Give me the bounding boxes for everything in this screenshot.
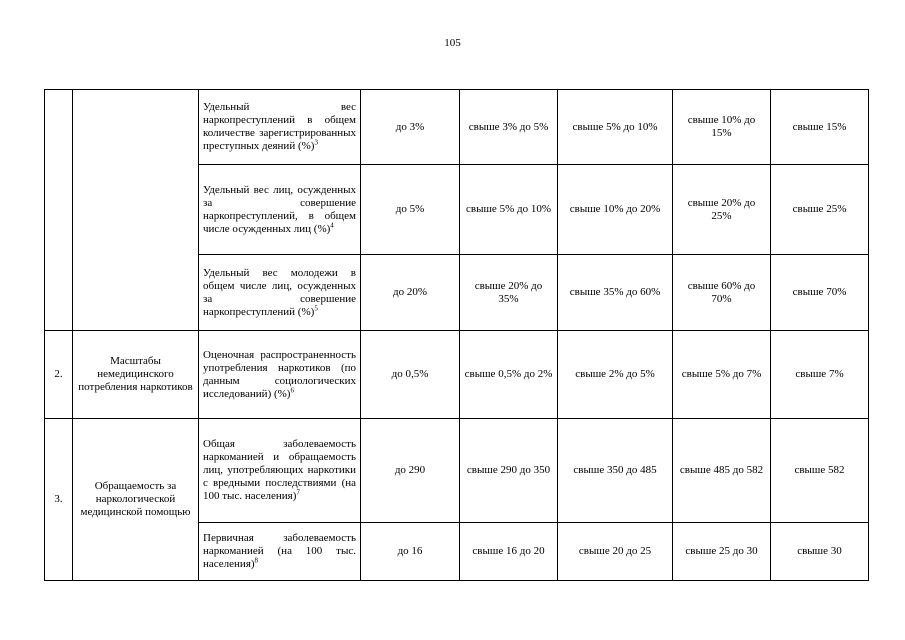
indicator-cell	[199, 165, 361, 255]
value-cell: свыше 290 до 350	[460, 419, 558, 523]
row-number-cell	[45, 90, 73, 331]
indicator-text: Оценочная распространенность употребления наркотиков (по данным социологических исследований) (%)	[203, 348, 356, 400]
indicator-text: Первичная заболеваемость наркоманией (на 100 тыс. населения)	[203, 532, 356, 570]
footnote-mark: 3	[314, 138, 318, 147]
value-cell: свыше 485 до 582	[673, 419, 771, 523]
value-cell: до 5%	[361, 165, 460, 255]
value-cell: свыше 582	[771, 419, 869, 523]
value-cell: свыше 25 до 30	[673, 523, 771, 581]
value-cell: свыше 10% до 15%	[673, 90, 771, 165]
value-cell: свыше 35% до 60%	[558, 255, 673, 331]
value-cell: свыше 20 до 25	[558, 523, 673, 581]
value-cell: до 0,5%	[361, 331, 460, 419]
row-number-cell: 2.	[45, 331, 73, 419]
indicator-cell	[199, 523, 361, 581]
value-cell: до 3%	[361, 90, 460, 165]
footnote-mark: 8	[254, 556, 259, 565]
value-cell: свыше 5% до 10%	[558, 90, 673, 165]
value-cell: свыше 0,5% до 2%	[460, 331, 558, 419]
value-cell: свыше 30	[771, 523, 869, 581]
page-number: 105	[444, 37, 461, 49]
indicator-cell	[199, 90, 361, 165]
value-cell: свыше 25%	[771, 165, 869, 255]
value-cell: свыше 350 до 485	[558, 419, 673, 523]
value-cell: свыше 20% до 35%	[460, 255, 558, 331]
indicator-text: Удельный вес наркопреступлений в общем количестве зарегистрированных преступных деяний (%)	[203, 101, 356, 152]
indicator-text: Общая заболеваемость наркоманией и обращаемость лиц, употребляющих наркотики с вредными последствиями (на 100 тыс. населения)	[203, 438, 356, 502]
value-cell: свыше 15%	[771, 90, 869, 165]
group-name-cell: Масштабы немедицинского потребления наркотиков	[73, 331, 199, 419]
table-row	[45, 419, 869, 523]
footnote-mark: 5	[314, 303, 318, 312]
value-cell: свыше 5% до 7%	[673, 331, 771, 419]
value-cell: свыше 70%	[771, 255, 869, 331]
value-cell: свыше 16 до 20	[460, 523, 558, 581]
table-row	[45, 331, 869, 419]
indicator-cell	[199, 255, 361, 331]
footnote-mark: 6	[290, 385, 294, 394]
indicator-cell	[199, 331, 361, 419]
value-cell: до 16	[361, 523, 460, 581]
row-number-cell: 3.	[45, 419, 73, 581]
table-row	[45, 90, 869, 165]
footnote-mark: 4	[330, 220, 334, 229]
value-cell: до 290	[361, 419, 460, 523]
value-cell: свыше 10% до 20%	[558, 165, 673, 255]
criteria-table	[44, 89, 869, 581]
value-cell: до 20%	[361, 255, 460, 331]
indicator-cell	[199, 419, 361, 523]
footnote-mark: 7	[296, 488, 300, 497]
group-name-cell	[73, 90, 199, 331]
value-cell: свыше 5% до 10%	[460, 165, 558, 255]
indicator-text: Удельный вес лиц, осужденных за совершение наркопреступлений, в общем числе осужденных лиц (%)	[203, 183, 356, 235]
value-cell: свыше 20% до 25%	[673, 165, 771, 255]
indicator-text: Удельный вес молодежи в общем числе лиц, осужденных за совершение наркопреступлений (%)	[203, 266, 356, 318]
group-name-cell: Обращаемость за наркологической медицинской помощью	[73, 419, 199, 581]
value-cell: свыше 2% до 5%	[558, 331, 673, 419]
value-cell: свыше 3% до 5%	[460, 90, 558, 165]
value-cell: свыше 7%	[771, 331, 869, 419]
value-cell: свыше 60% до 70%	[673, 255, 771, 331]
